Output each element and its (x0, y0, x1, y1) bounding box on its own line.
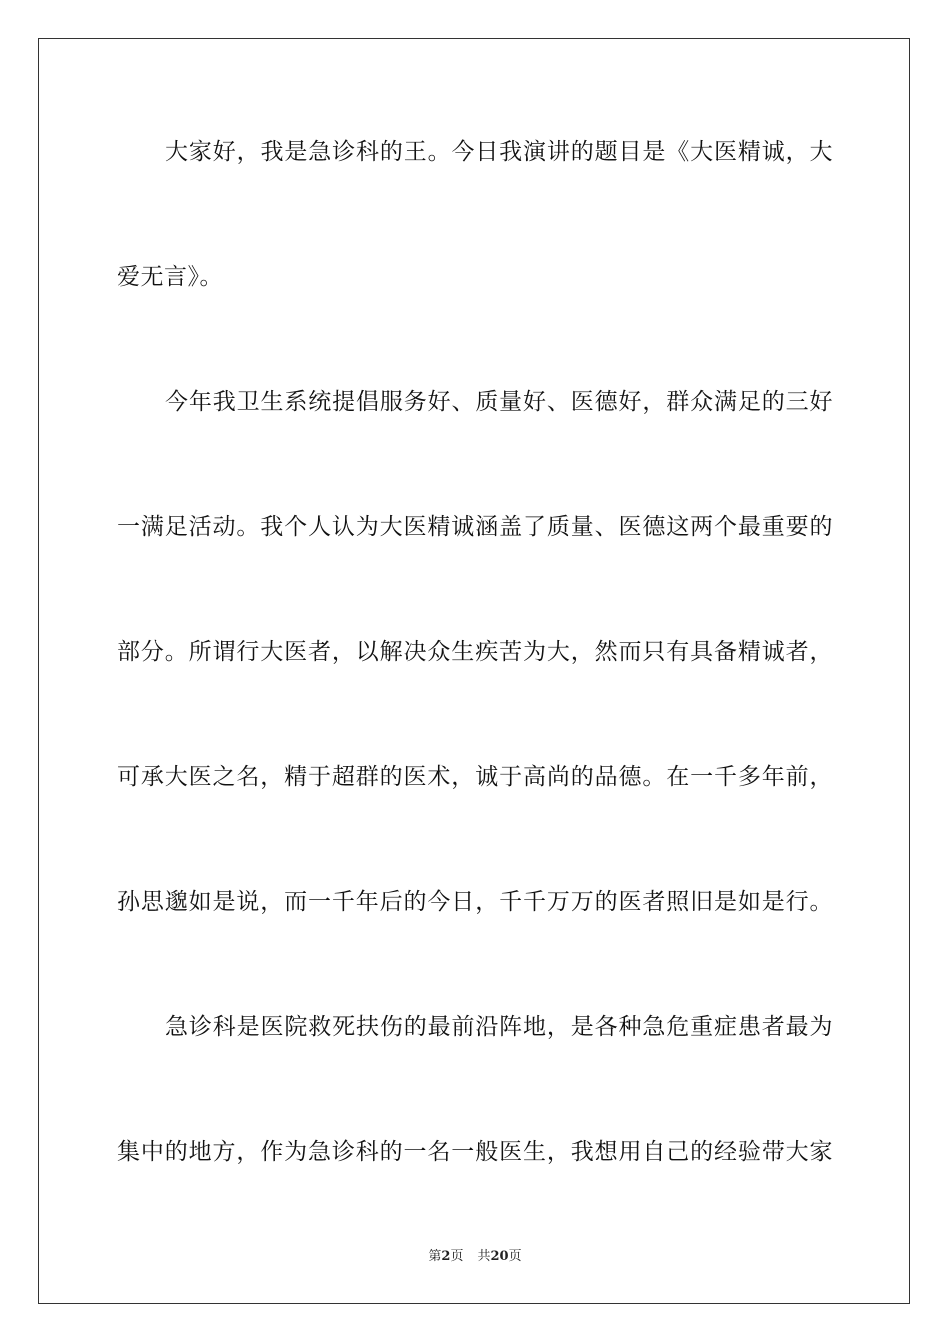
total-unit: 页 (508, 1249, 522, 1264)
page-border (38, 38, 910, 1304)
paragraph-2-line-2: 一满足活动。我个人认为大医精诚涵盖了质量、医德这两个最重要的 (117, 514, 833, 540)
page-prefix: 第 (428, 1249, 442, 1264)
paragraph-3-line-1: 急诊科是医院救死扶伤的最前沿阵地，是各种急危重症患者最为 (165, 1014, 833, 1040)
page-footer (0, 1248, 950, 1266)
paragraph-3-line-2: 集中的地方，作为急诊科的一名一般医生，我想用自己的经验带大家 (117, 1139, 833, 1165)
paragraph-2-line-1: 今年我卫生系统提倡服务好、质量好、医德好，群众满足的三好 (165, 389, 833, 415)
paragraph-2-line-5: 孙思邈如是说，而一千年后的今日，千千万万的医者照旧是如是行。 (117, 889, 833, 915)
paragraph-1-line-1: 大家好，我是急诊科的王。今日我演讲的题目是《大医精诚，大 (165, 139, 833, 165)
total-pages: 20 (490, 1249, 509, 1264)
paragraph-1-line-2: 爱无言》。 (117, 264, 223, 290)
total-prefix: 共 (477, 1249, 491, 1264)
page-number: 2 (441, 1249, 451, 1264)
paragraph-2-line-4: 可承大医之名，精于超群的医术，诚于高尚的品德。在一千多年前， (117, 764, 833, 790)
page-unit: 页 (450, 1249, 464, 1264)
paragraph-2-line-3: 部分。所谓行大医者，以解决众生疾苦为大，然而只有具备精诚者， (117, 639, 833, 665)
